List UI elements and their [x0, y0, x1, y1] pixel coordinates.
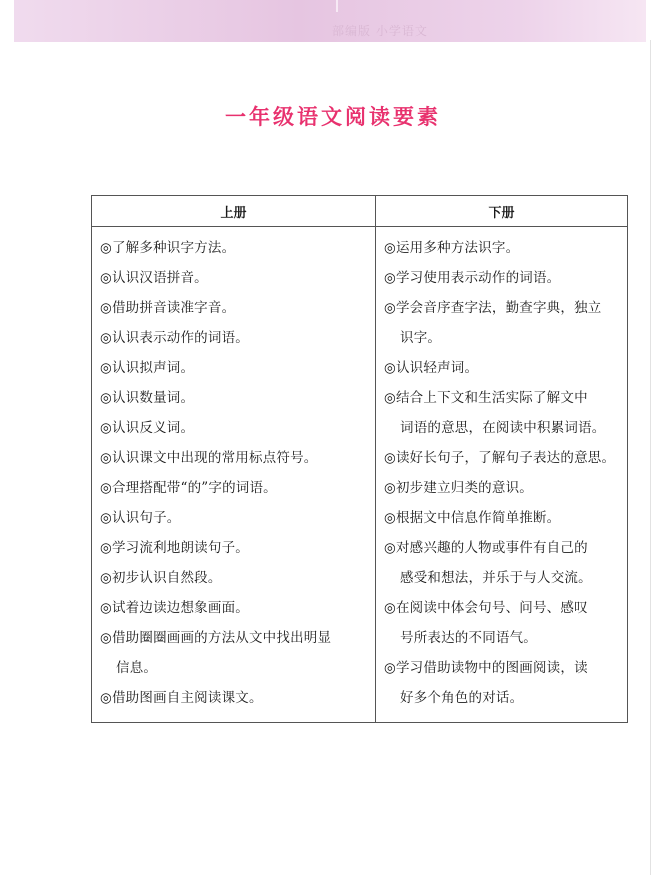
- table-body-row: [92, 227, 628, 723]
- list-item: ◎认识句子。: [100, 510, 181, 526]
- list-item: ◎初步建立归类的意识。: [384, 480, 533, 496]
- list-item-continuation: 号所表达的不同语气。: [400, 630, 537, 646]
- band-tick-mark: [336, 0, 338, 12]
- list-item-continuation: 识字。: [400, 330, 442, 346]
- list-item: ◎认识汉语拼音。: [100, 270, 208, 286]
- list-item: ◎认识课文中出现的常用标点符号。: [100, 450, 318, 466]
- list-item: ◎学习使用表示动作的词语。: [384, 270, 561, 286]
- list-item-continuation: 感受和想法，并乐于与人交流。: [400, 570, 592, 586]
- top-decorative-band: [14, 0, 646, 42]
- lower-volume-column: [376, 227, 628, 723]
- list-item: ◎认识反义词。: [100, 420, 195, 436]
- list-item: ◎认识数量词。: [100, 390, 195, 406]
- list-item: ◎借助图画自主阅读课文。: [100, 690, 263, 706]
- header-faint-text: 部编版 小学语文: [332, 24, 428, 38]
- upper-volume-column: [92, 227, 376, 723]
- header-lower-volume: 下册: [376, 196, 628, 227]
- reading-elements-table: [91, 195, 628, 723]
- list-item-continuation: 信息。: [116, 660, 158, 676]
- list-item: ◎学习流利地朗读句子。: [100, 540, 249, 556]
- list-item-continuation: 好多个角色的对话。: [400, 690, 524, 706]
- list-item: ◎学会音序查字法，勤查字典，独立: [384, 300, 602, 316]
- list-item: ◎合理搭配带“的”字的词语。: [100, 480, 277, 496]
- list-item: ◎初步认识自然段。: [100, 570, 222, 586]
- list-item: ◎试着边读边想象画面。: [100, 600, 249, 616]
- list-item: ◎认识拟声词。: [100, 360, 195, 376]
- header-upper-volume: 上册: [92, 196, 376, 227]
- page-title: 一年级语文阅读要素: [225, 105, 441, 129]
- table-header-row: [92, 196, 628, 227]
- list-item: ◎运用多种方法识字。: [384, 240, 520, 256]
- list-item: ◎认识轻声词。: [384, 360, 479, 376]
- list-item: ◎结合上下文和生活实际了解文中: [384, 390, 588, 406]
- list-item: ◎借助圈圈画画的方法从文中找出明显: [100, 630, 332, 646]
- list-item: ◎根据文中信息作简单推断。: [384, 510, 561, 526]
- list-item-continuation: 词语的意思，在阅读中积累词语。: [400, 420, 606, 436]
- list-item: ◎了解多种识字方法。: [100, 240, 236, 256]
- list-item: ◎读好长句子，了解句子表达的意思。: [384, 450, 616, 466]
- list-item: ◎认识表示动作的词语。: [100, 330, 249, 346]
- page-edge-line: [650, 40, 651, 875]
- list-item: ◎学习借助读物中的图画阅读，读: [384, 660, 588, 676]
- list-item: ◎借助拼音读准字音。: [100, 300, 236, 316]
- list-item: ◎在阅读中体会句号、问号、感叹: [384, 600, 588, 616]
- list-item: ◎对感兴趣的人物或事件有自己的: [384, 540, 588, 556]
